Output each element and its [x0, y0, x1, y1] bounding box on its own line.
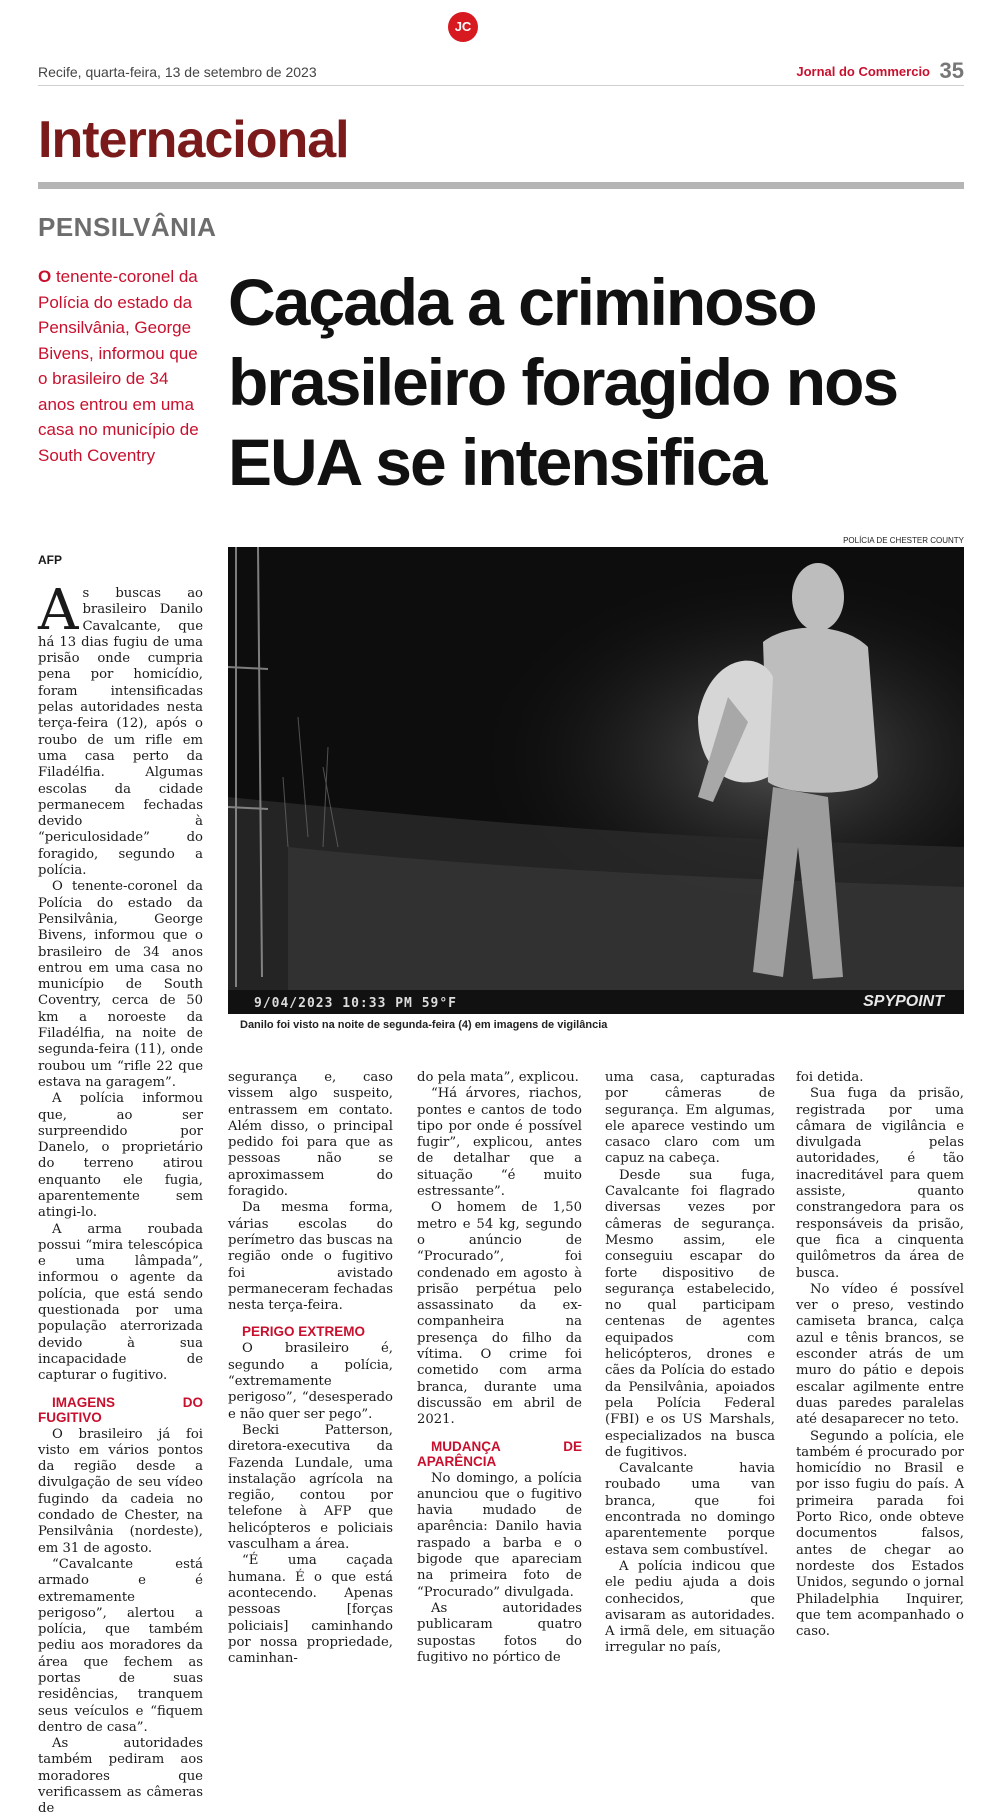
headline: Caçada a criminoso brasileiro foragido nos EUA se intensifica — [228, 265, 898, 499]
camera-info-bar — [228, 990, 964, 1014]
paragraph: No domingo, a polícia anunciou que o fugitivo havia mudado de aparência: Danilo havia raspado a barba e o bigode que apareciam na primeira foto de “Procurado” divulgada. — [417, 1470, 582, 1600]
paragraph: O tenente-coronel da Polícia do estado da Pensilvânia, George Bivens, informou que o brasileiro de 34 anos entrou em uma casa no município de South Coventry, cerca de 50 km a noroeste da Filadélfia, na noite de segunda-feira (11), onde roubou um “rifle 22 que estava na garagem”. — [38, 879, 203, 1090]
paragraph: “É uma caçada humana. É o que está acontecendo. Apenas pessoas [forças policiais] caminhando por nossa propriedade, caminhan- — [228, 1553, 393, 1667]
page-number: 35 — [939, 58, 964, 83]
byline: AFP — [38, 553, 62, 567]
photo-credit: POLÍCIA DE CHESTER COUNTY — [843, 536, 964, 545]
article-column-5 — [796, 1070, 964, 1640]
masthead — [38, 58, 964, 86]
paragraph: As autoridades publicaram quatro supostas fotos do fugitivo no pórtico de — [417, 1600, 582, 1665]
subheading-mudanca: MUDANÇA DE APARÊNCIA — [417, 1438, 582, 1469]
paragraph: foi detida. — [796, 1070, 864, 1085]
paragraph: A polícia indicou que ele pediu ajuda a dois conhecidos, que avisaram as autoridades. A irmã dele, em situação irregular no país, — [605, 1558, 775, 1656]
paragraph: Da mesma forma, várias escolas do perímetro das buscas na região onde o fugitivo foi avistado permaneceram fechadas nesta terça-feira. — [228, 1200, 393, 1314]
paragraph: A arma roubada possui “mira telescópica e uma lâmpada”, informou o agente da polícia, que está sendo questionada por uma população aterrorizada devido à sua incapacidade de capturar o fugitivo. — [38, 1221, 203, 1384]
section-title[interactable]: Internacional — [38, 111, 349, 169]
photo-caption: Danilo foi visto na noite de segunda-feira (4) em imagens de vigilância — [240, 1019, 608, 1031]
paragraph: O brasileiro é, segundo a polícia, “extremamente perigoso”, “desesperado e não quer ser pego”. — [228, 1341, 393, 1422]
paragraph: “Cavalcante está armado e é extremamente perigoso”, alertou a polícia, que também pediu aos moradores da área que fechem as portas de suas residências, tranquem seus veículos e “fiquem dentro de casa”. — [38, 1556, 203, 1735]
standfirst-text: tenente-coronel da Polícia do estado da Pensilvânia, George Bivens, informou que o brasileiro de 34 anos entrou em uma casa no município de South Coventry — [38, 267, 199, 465]
section-divider — [38, 182, 964, 189]
article-column-3 — [417, 1070, 582, 1666]
camera-brand-logo: SPYPOINT — [863, 993, 944, 1010]
newspaper-name[interactable]: Jornal do Commercio — [796, 64, 930, 79]
paragraph: As autoridades também pediram aos moradores que verificassem as câmeras de — [38, 1736, 203, 1817]
article-column-2 — [228, 1070, 393, 1667]
camera-timestamp: 9/04/2023 10:33 PM 59°F — [254, 996, 458, 1011]
subheading-perigo: PERIGO EXTREMO — [242, 1324, 366, 1340]
standfirst — [38, 264, 208, 468]
paragraph: segurança e, caso vissem algo suspeito, entrassem em contato. Além disso, o principal pedido foi para que as pessoas não se aproximassem do foragido. — [228, 1070, 393, 1200]
paragraph: A polícia informou que, ao ser surpreendido por Danelo, o proprietário do terreno atirou enquanto ele fugia, aparentemente sem atingi-lo. — [38, 1091, 203, 1221]
paragraph: Becki Patterson, diretora-executiva da Fazenda Lundale, uma instalação agrícola na região, contou por telefone à AFP que helicópteros e policiais vasculham a área. — [228, 1422, 393, 1553]
paragraph: No vídeo é possível ver o preso, vestindo camiseta branca, calça azul e tênis brancos, se esconder atrás de um muro do pátio e depois escalar agilmente entre duas paredes paralelas até desaparecer no teto. — [796, 1281, 964, 1428]
subheading-imagens: IMAGENS DO FUGITIVO — [38, 1394, 203, 1425]
standfirst-lead: O — [38, 267, 52, 286]
jc-logo[interactable]: JC — [448, 12, 478, 42]
paragraph: O homem de 1,50 metro e 54 kg, segundo o anúncio de “Procurado”, foi condenado em agosto à prisão perpétua pelo assassinato da ex-companheira na presença do filho da vítima. O crime foi cometido com arma branca, durante uma discussão em abril de 2021. — [417, 1200, 582, 1428]
paragraph: Sua fuga da prisão, registrada por uma câmara de vigilância e divulgada pelas autoridades, é tão inacreditável para quem assiste, quanto constrangedora para os responsáveis da prisão, que fica a cinquenta quilômetros da área de busca. — [796, 1086, 964, 1281]
paragraph: Segundo a polícia, ele também é procurado por homicídio no Brasil e por isso fugiu do país. A primeira parada foi Porto Rico, onde obteve documentos falsos, antes de chegar ao nordeste dos Estados Unidos, segundo o jornal Philadelphia Inquirer, que tem acompanhado o caso. — [796, 1428, 964, 1640]
kicker: PENSILVÂNIA — [38, 212, 217, 242]
paragraph: Desde sua fuga, Cavalcante foi flagrado diversas vezes por câmeras de segurança. Mesmo assim, ele conseguiu escapar do forte dispositivo de segurança estabelecido, no qual participam centenas de agentes equipados com helicópteros, drones e cães da Polícia do estado da Pensilvânia, apoiados pela Polícia Federal (FBI) e os US Marshals, especializados na busca de fugitivos. — [605, 1167, 775, 1460]
paragraph: do pela mata”, explicou. — [417, 1070, 579, 1085]
article-column-1 — [38, 578, 203, 1818]
surveillance-photo[interactable] — [228, 547, 964, 1014]
paragraph: “Há árvores, riachos, pontes e cantos de todo tipo por onde é possível fugir”, explicou, antes de detalhar que a situação “é muito estressante”. — [417, 1086, 582, 1200]
paragraph: O brasileiro já foi visto em vários pontos da região desde a divulgação de seu vídeo fugindo da cadeia no condado de Chester, na Pensilvânia (nordeste), em 31 de agosto. — [38, 1426, 203, 1556]
dateline: Recife, quarta-feira, 13 de setembro de 2023 — [38, 64, 317, 80]
paragraph: Cavalcante havia roubado uma van branca, que foi encontrada no domingo aparentemente porque estava sem combustível. — [605, 1461, 775, 1558]
night-camera-scene-image — [228, 547, 964, 1014]
drop-cap: A — [38, 578, 79, 643]
paragraph: uma casa, capturadas por câmeras de segurança. Em algumas, ele aparece vestindo um casaco claro com um capuz na cabeça. — [605, 1070, 775, 1167]
lead-paragraph: As buscas ao brasileiro Danilo Cavalcante, que há 13 dias fugiu de uma prisão onde cumpria pena por homicídio, foram intensificadas pelas autoridades nesta terça-feira (12), após o roubo de um rifle em uma casa perto da Filadélfia. Algumas escolas da cidade permanecem fechadas devido à “periculosidade” do foragido, segundo a polícia. — [38, 578, 203, 879]
article-column-4 — [605, 1070, 775, 1657]
